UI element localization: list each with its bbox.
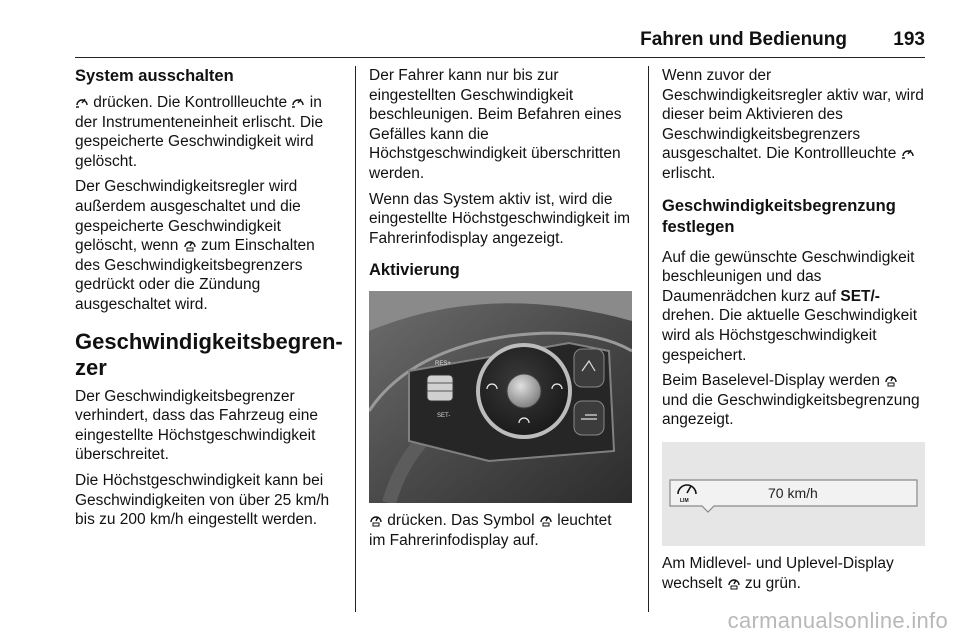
cruise-control-icon — [291, 95, 305, 109]
cruise-control-icon — [75, 95, 89, 109]
speed-limiter-icon — [539, 513, 553, 527]
paragraph-limiter-intro: Der Geschwindigkeitsbegrenzer verhindert, dass das Fahrzeug eine eingestellte Höchstgeschwindigkeit überschreitet. — [75, 387, 318, 464]
lim-label: LIM — [680, 497, 689, 504]
chapter-title: Fahren und Bedienung — [640, 29, 847, 50]
column-1 — [75, 66, 343, 536]
speed-limiter-icon — [183, 238, 197, 252]
paragraph-set-speed: Auf die gewünschte Geschwindigkeit beschleunigen und das Daumenrädchen kurz auf SET/- drehen. Die aktuelle Geschwindigkeit wird als Höchstgeschwindigkeit gespeichert. — [662, 248, 918, 364]
heading-system-off: System ausschalten — [75, 67, 234, 85]
column-2 — [369, 66, 631, 557]
set-minus-term: SET/- — [840, 287, 880, 305]
paragraph-midlevel: Am Midlevel- und Uplevel-Display wechselt zu grün. — [662, 554, 894, 592]
set-minus-label: SET- — [437, 413, 451, 420]
paragraph-system-off: drücken. Die Kontrollleuchte in der Instrumenteneinheit erlischt. Die gespeicherte Geschwindigkeit wird gelöscht. — [75, 94, 324, 170]
paragraph-accel-limit: Der Fahrer kann nur bis zur eingestellten Geschwindigkeit beschleunigen. Beim Befahren eines Gefälles kann die Höchstgeschwindigkeit überschritten werden. — [369, 67, 622, 182]
column-divider-1 — [355, 66, 356, 612]
column-divider-2 — [648, 66, 649, 612]
page-number: 193 — [893, 29, 925, 50]
header-rule — [75, 57, 925, 58]
heading-speed-limiter: Geschwindigkeitsbegrenzer — [75, 328, 343, 380]
heading-set-limit: Geschwindigkeitsbegrenzung festlegen — [662, 196, 896, 236]
paragraph-limiter-range: Die Höchstgeschwindigkeit kann bei Geschwindigkeiten von über 25 km/h bis zu 200 km/h eingestellt werden. — [75, 471, 330, 529]
paragraph-baselevel: Beim Baselevel-Display werden und die Geschwindigkeitsbegrenzung angezeigt. — [662, 372, 920, 429]
paragraph-press-limiter: drücken. Das Symbol leuchtet im Fahrerinfodisplay auf. — [369, 512, 612, 549]
heading-activation: Aktivierung — [369, 261, 460, 280]
watermark: carmanualsonline.info — [727, 608, 948, 633]
column-3 — [662, 66, 924, 599]
paragraph-cruise-reset: Der Geschwindigkeitsregler wird außerdem ausgeschaltet und die gespeicherte Geschwindigkeit gelöscht, wenn zum Einschalten des Geschwindigkeitsbegrenzers gedrückt oder die Zündung ausgeschaltet wird. — [75, 178, 315, 313]
display-speed: 70 km/h — [768, 484, 818, 501]
page-header — [75, 24, 925, 58]
paragraph-cruise-deactivated: Wenn zuvor der Geschwindigkeitsregler aktiv war, wird dieser beim Aktivieren des Geschwindigkeitsbegrenzers ausgeschaltet. Die Kontrollleuchte erlischt. — [662, 67, 924, 182]
baselevel-display-image — [662, 442, 925, 546]
paragraph-active-display: Wenn das System aktiv ist, wird die eingestellte Höchstgeschwindigkeit im Fahrerinfodisplay angezeigt. — [369, 190, 631, 247]
steering-wheel-controls-photo — [369, 291, 632, 503]
cruise-control-icon — [901, 146, 915, 160]
speed-limiter-icon — [369, 513, 383, 527]
res-plus-label: RES+ — [435, 361, 451, 368]
speed-limiter-icon — [884, 373, 898, 387]
speed-limiter-icon — [727, 576, 741, 590]
